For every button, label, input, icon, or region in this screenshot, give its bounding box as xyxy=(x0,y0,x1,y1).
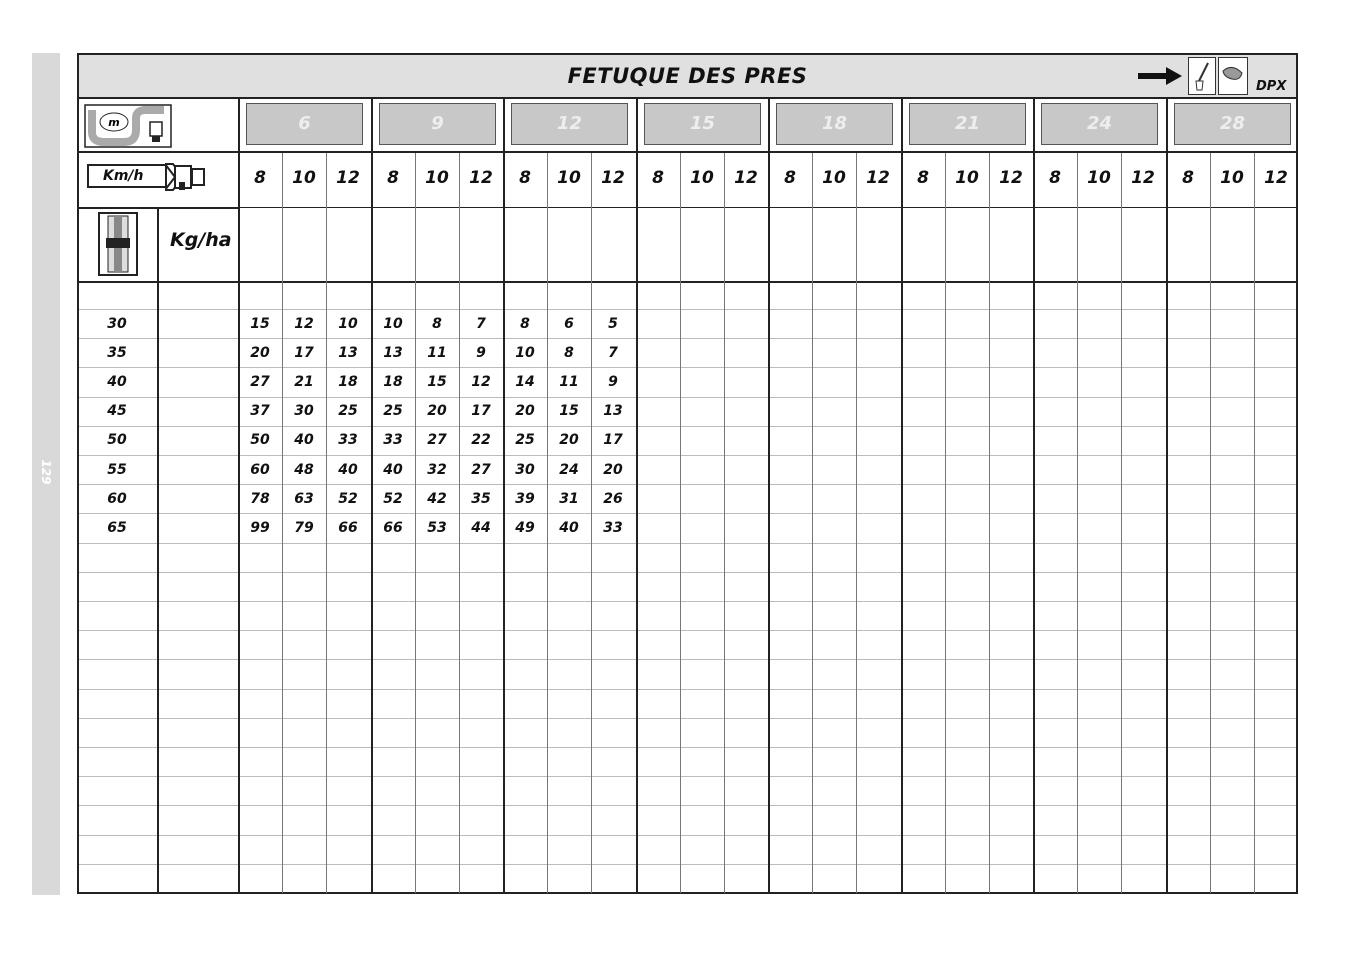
group-divider xyxy=(636,97,638,893)
table-cell: 13 xyxy=(383,345,403,361)
speed-header: 8 xyxy=(1182,168,1194,188)
table-cell: 20 xyxy=(515,403,535,419)
table-cell: 53 xyxy=(427,520,447,536)
table-cell: 66 xyxy=(383,520,403,536)
header-divider xyxy=(79,281,1296,283)
table-cell: 33 xyxy=(383,432,403,448)
speed-header: 12 xyxy=(601,168,625,188)
table-cell: 40 xyxy=(383,462,403,478)
table-cell: 40 xyxy=(294,432,314,448)
table-cell: 10 xyxy=(515,345,535,361)
speed-header: 12 xyxy=(999,168,1023,188)
speed-unit-label: Km/h xyxy=(87,164,167,188)
width-header: 6 xyxy=(246,103,363,145)
table-cell: 33 xyxy=(338,432,358,448)
row-line xyxy=(79,338,1296,339)
table-cell: 26 xyxy=(603,491,623,507)
table-cell: 11 xyxy=(427,345,447,361)
speed-header: 8 xyxy=(652,168,664,188)
row-line xyxy=(79,805,1296,806)
row-line xyxy=(79,513,1296,514)
width-header: 24 xyxy=(1041,103,1158,145)
speed-header: 8 xyxy=(784,168,796,188)
speed-header: 12 xyxy=(1131,168,1155,188)
table-cell: 15 xyxy=(427,374,447,390)
table-cell: 27 xyxy=(471,462,491,478)
speed-header: 12 xyxy=(734,168,758,188)
sub-column-divider xyxy=(945,153,946,893)
group-divider xyxy=(768,97,770,893)
speed-header: 10 xyxy=(1087,168,1111,188)
table-cell: 7 xyxy=(608,345,618,361)
row-line xyxy=(79,455,1296,456)
setting-value: 55 xyxy=(107,462,127,478)
table-cell: 66 xyxy=(338,520,358,536)
table-cell: 49 xyxy=(515,520,535,536)
table-cell: 18 xyxy=(338,374,358,390)
page-number: 129 xyxy=(39,459,53,485)
table-cell: 99 xyxy=(250,520,270,536)
table-cell: 6 xyxy=(564,316,574,332)
table-cell: 14 xyxy=(515,374,535,390)
table-cell: 32 xyxy=(427,462,447,478)
sub-column-divider xyxy=(856,153,857,893)
table-cell: 52 xyxy=(383,491,403,507)
sub-column-divider xyxy=(812,153,813,893)
row-line xyxy=(79,835,1296,836)
group-divider xyxy=(901,97,903,893)
table-cell: 20 xyxy=(603,462,623,478)
speed-header: 8 xyxy=(1049,168,1061,188)
table-cell: 17 xyxy=(603,432,623,448)
speed-header: 10 xyxy=(292,168,316,188)
width-header: 15 xyxy=(644,103,761,145)
speed-header: 8 xyxy=(254,168,266,188)
row-line xyxy=(79,718,1296,719)
row-line xyxy=(79,689,1296,690)
width-header: 28 xyxy=(1174,103,1291,145)
speed-header: 10 xyxy=(557,168,581,188)
speed-header: 8 xyxy=(519,168,531,188)
row-line xyxy=(79,543,1296,544)
table-cell: 9 xyxy=(476,345,486,361)
table-cell: 17 xyxy=(294,345,314,361)
row-line xyxy=(79,309,1296,310)
table-cell: 35 xyxy=(471,491,491,507)
brand-label: DPX xyxy=(1256,79,1287,94)
table-cell: 9 xyxy=(608,374,618,390)
width-header: 18 xyxy=(776,103,893,145)
rate-unit-label: Kg/ha xyxy=(170,229,232,251)
table-cell: 13 xyxy=(338,345,358,361)
row-line xyxy=(79,426,1296,427)
setting-value: 40 xyxy=(107,374,127,390)
speed-header: 12 xyxy=(336,168,360,188)
speed-header: 10 xyxy=(425,168,449,188)
sub-column-divider xyxy=(1077,153,1078,893)
table-cell: 37 xyxy=(250,403,270,419)
table-cell: 30 xyxy=(515,462,535,478)
setting-value: 60 xyxy=(107,491,127,507)
setting-value: 65 xyxy=(107,520,127,536)
speed-header: 8 xyxy=(917,168,929,188)
table-cell: 27 xyxy=(250,374,270,390)
table-cell: 25 xyxy=(515,432,535,448)
sub-column-divider xyxy=(989,153,990,893)
sub-column-divider xyxy=(1210,153,1211,893)
row-line xyxy=(79,630,1296,631)
row-line xyxy=(79,776,1296,777)
table-cell: 21 xyxy=(294,374,314,390)
row-line xyxy=(79,484,1296,485)
width-header: 9 xyxy=(379,103,496,145)
table-cell: 40 xyxy=(338,462,358,478)
speed-header: 10 xyxy=(690,168,714,188)
speed-header: 12 xyxy=(469,168,493,188)
table-cell: 48 xyxy=(294,462,314,478)
group-divider xyxy=(1166,97,1168,893)
table-cell: 30 xyxy=(294,403,314,419)
table-cell: 20 xyxy=(559,432,579,448)
row-line xyxy=(79,864,1296,865)
sub-column-divider xyxy=(1121,153,1122,893)
setting-value: 45 xyxy=(107,403,127,419)
column-divider xyxy=(157,207,159,893)
setting-value: 35 xyxy=(107,345,127,361)
table-cell: 60 xyxy=(250,462,270,478)
speed-header: 10 xyxy=(1220,168,1244,188)
table-cell: 27 xyxy=(427,432,447,448)
row-line xyxy=(79,601,1296,602)
table-cell: 12 xyxy=(294,316,314,332)
table-cell: 10 xyxy=(383,316,403,332)
table-cell: 8 xyxy=(520,316,530,332)
table-cell: 63 xyxy=(294,491,314,507)
table-cell: 17 xyxy=(471,403,491,419)
table-cell: 15 xyxy=(559,403,579,419)
table-cell: 13 xyxy=(603,403,623,419)
table-cell: 31 xyxy=(559,491,579,507)
table-cell: 40 xyxy=(559,520,579,536)
table-cell: 8 xyxy=(432,316,442,332)
table-cell: 11 xyxy=(559,374,579,390)
header-divider xyxy=(238,207,1296,208)
table-cell: 44 xyxy=(471,520,491,536)
sub-column-divider xyxy=(1254,153,1255,893)
row-line xyxy=(79,572,1296,573)
table-cell: 25 xyxy=(383,403,403,419)
row-line xyxy=(79,747,1296,748)
speed-header: 8 xyxy=(387,168,399,188)
width-header: 21 xyxy=(909,103,1026,145)
row-line xyxy=(79,397,1296,398)
table-cell: 24 xyxy=(559,462,579,478)
table-cell: 22 xyxy=(471,432,491,448)
page-title: FETUQUE DES PRES xyxy=(567,64,808,88)
setting-value: 50 xyxy=(107,432,127,448)
width-header: 12 xyxy=(511,103,628,145)
row-line xyxy=(79,659,1296,660)
table-cell: 7 xyxy=(476,316,486,332)
svg-text:m: m xyxy=(108,116,120,129)
table-cell: 8 xyxy=(564,345,574,361)
speed-header: 10 xyxy=(955,168,979,188)
table-cell: 20 xyxy=(250,345,270,361)
table-cell: 12 xyxy=(471,374,491,390)
table-cell: 39 xyxy=(515,491,535,507)
group-divider xyxy=(1033,97,1035,893)
table-cell: 10 xyxy=(338,316,358,332)
table-cell: 79 xyxy=(294,520,314,536)
table-cell: 5 xyxy=(608,316,618,332)
sub-column-divider xyxy=(680,153,681,893)
table-cell: 50 xyxy=(250,432,270,448)
table-cell: 33 xyxy=(603,520,623,536)
table-cell: 42 xyxy=(427,491,447,507)
header-divider xyxy=(79,151,1296,153)
table-cell: 25 xyxy=(338,403,358,419)
table-cell: 18 xyxy=(383,374,403,390)
speed-header: 12 xyxy=(866,168,890,188)
table-cell: 15 xyxy=(250,316,270,332)
table-cell: 20 xyxy=(427,403,447,419)
sub-column-divider xyxy=(724,153,725,893)
speed-header: 12 xyxy=(1264,168,1288,188)
speed-header: 10 xyxy=(822,168,846,188)
table-cell: 78 xyxy=(250,491,270,507)
setting-value: 30 xyxy=(107,316,127,332)
row-line xyxy=(79,367,1296,368)
table-cell: 52 xyxy=(338,491,358,507)
